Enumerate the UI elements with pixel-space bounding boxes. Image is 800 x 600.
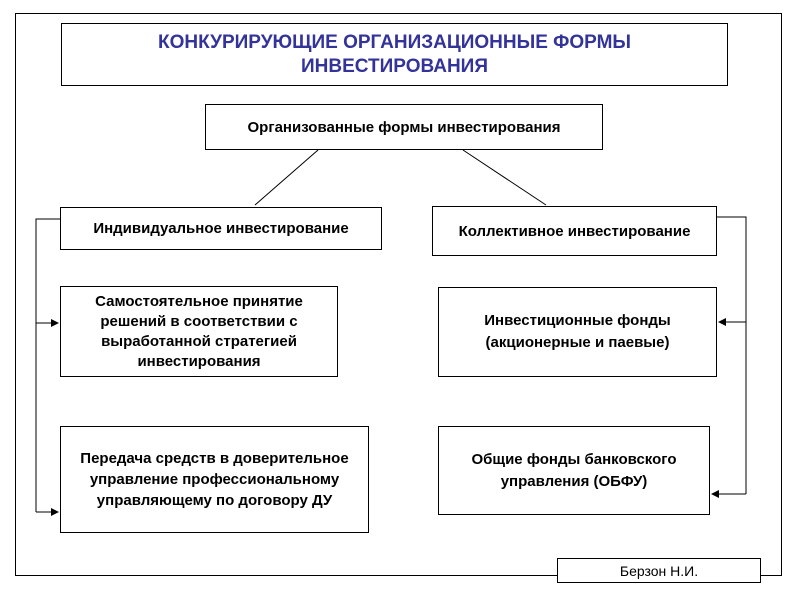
collective-investing-label: Коллективное инвестирование [458,222,691,240]
ofbu-node [438,426,710,515]
independent-decisions-node [60,286,338,377]
individual-investing-label: Индивидуальное инвестирование [93,220,349,237]
investment-funds-label: Инвестиционные фонды (акционерные и паевые) [484,312,671,351]
ofbu-label: Общие фонды банковского управления (ОБФУ) [471,450,677,490]
trust-management-label: Передача средств в доверительное управление профессиональному управляющему по договору ДУ [80,450,349,509]
connector-root-collective [463,150,546,205]
diagram-title-text: КОНКУРИРУЮЩИЕ ОРГАНИЗАЦИОННЫЕ ФОРМЫ ИНВЕСТИРОВАНИЯ [157,31,632,77]
connector-right-bracket [717,217,746,494]
author-label: Берзон Н.И. [619,562,699,579]
individual-investing-node [60,207,382,250]
independent-decisions-label: Самостоятельное принятие решений в соответствии с выработанной стратегией инвестирования [95,292,303,370]
connector-root-individual [255,150,318,205]
trust-management-node [60,426,369,533]
connector-left-bracket [36,219,60,512]
root-node [205,104,603,150]
diagram-title [61,23,728,86]
root-node-label: Организованные формы инвестирования [247,118,561,136]
investment-funds-node [438,287,717,377]
author-badge [557,558,761,583]
collective-investing-node [432,206,717,256]
